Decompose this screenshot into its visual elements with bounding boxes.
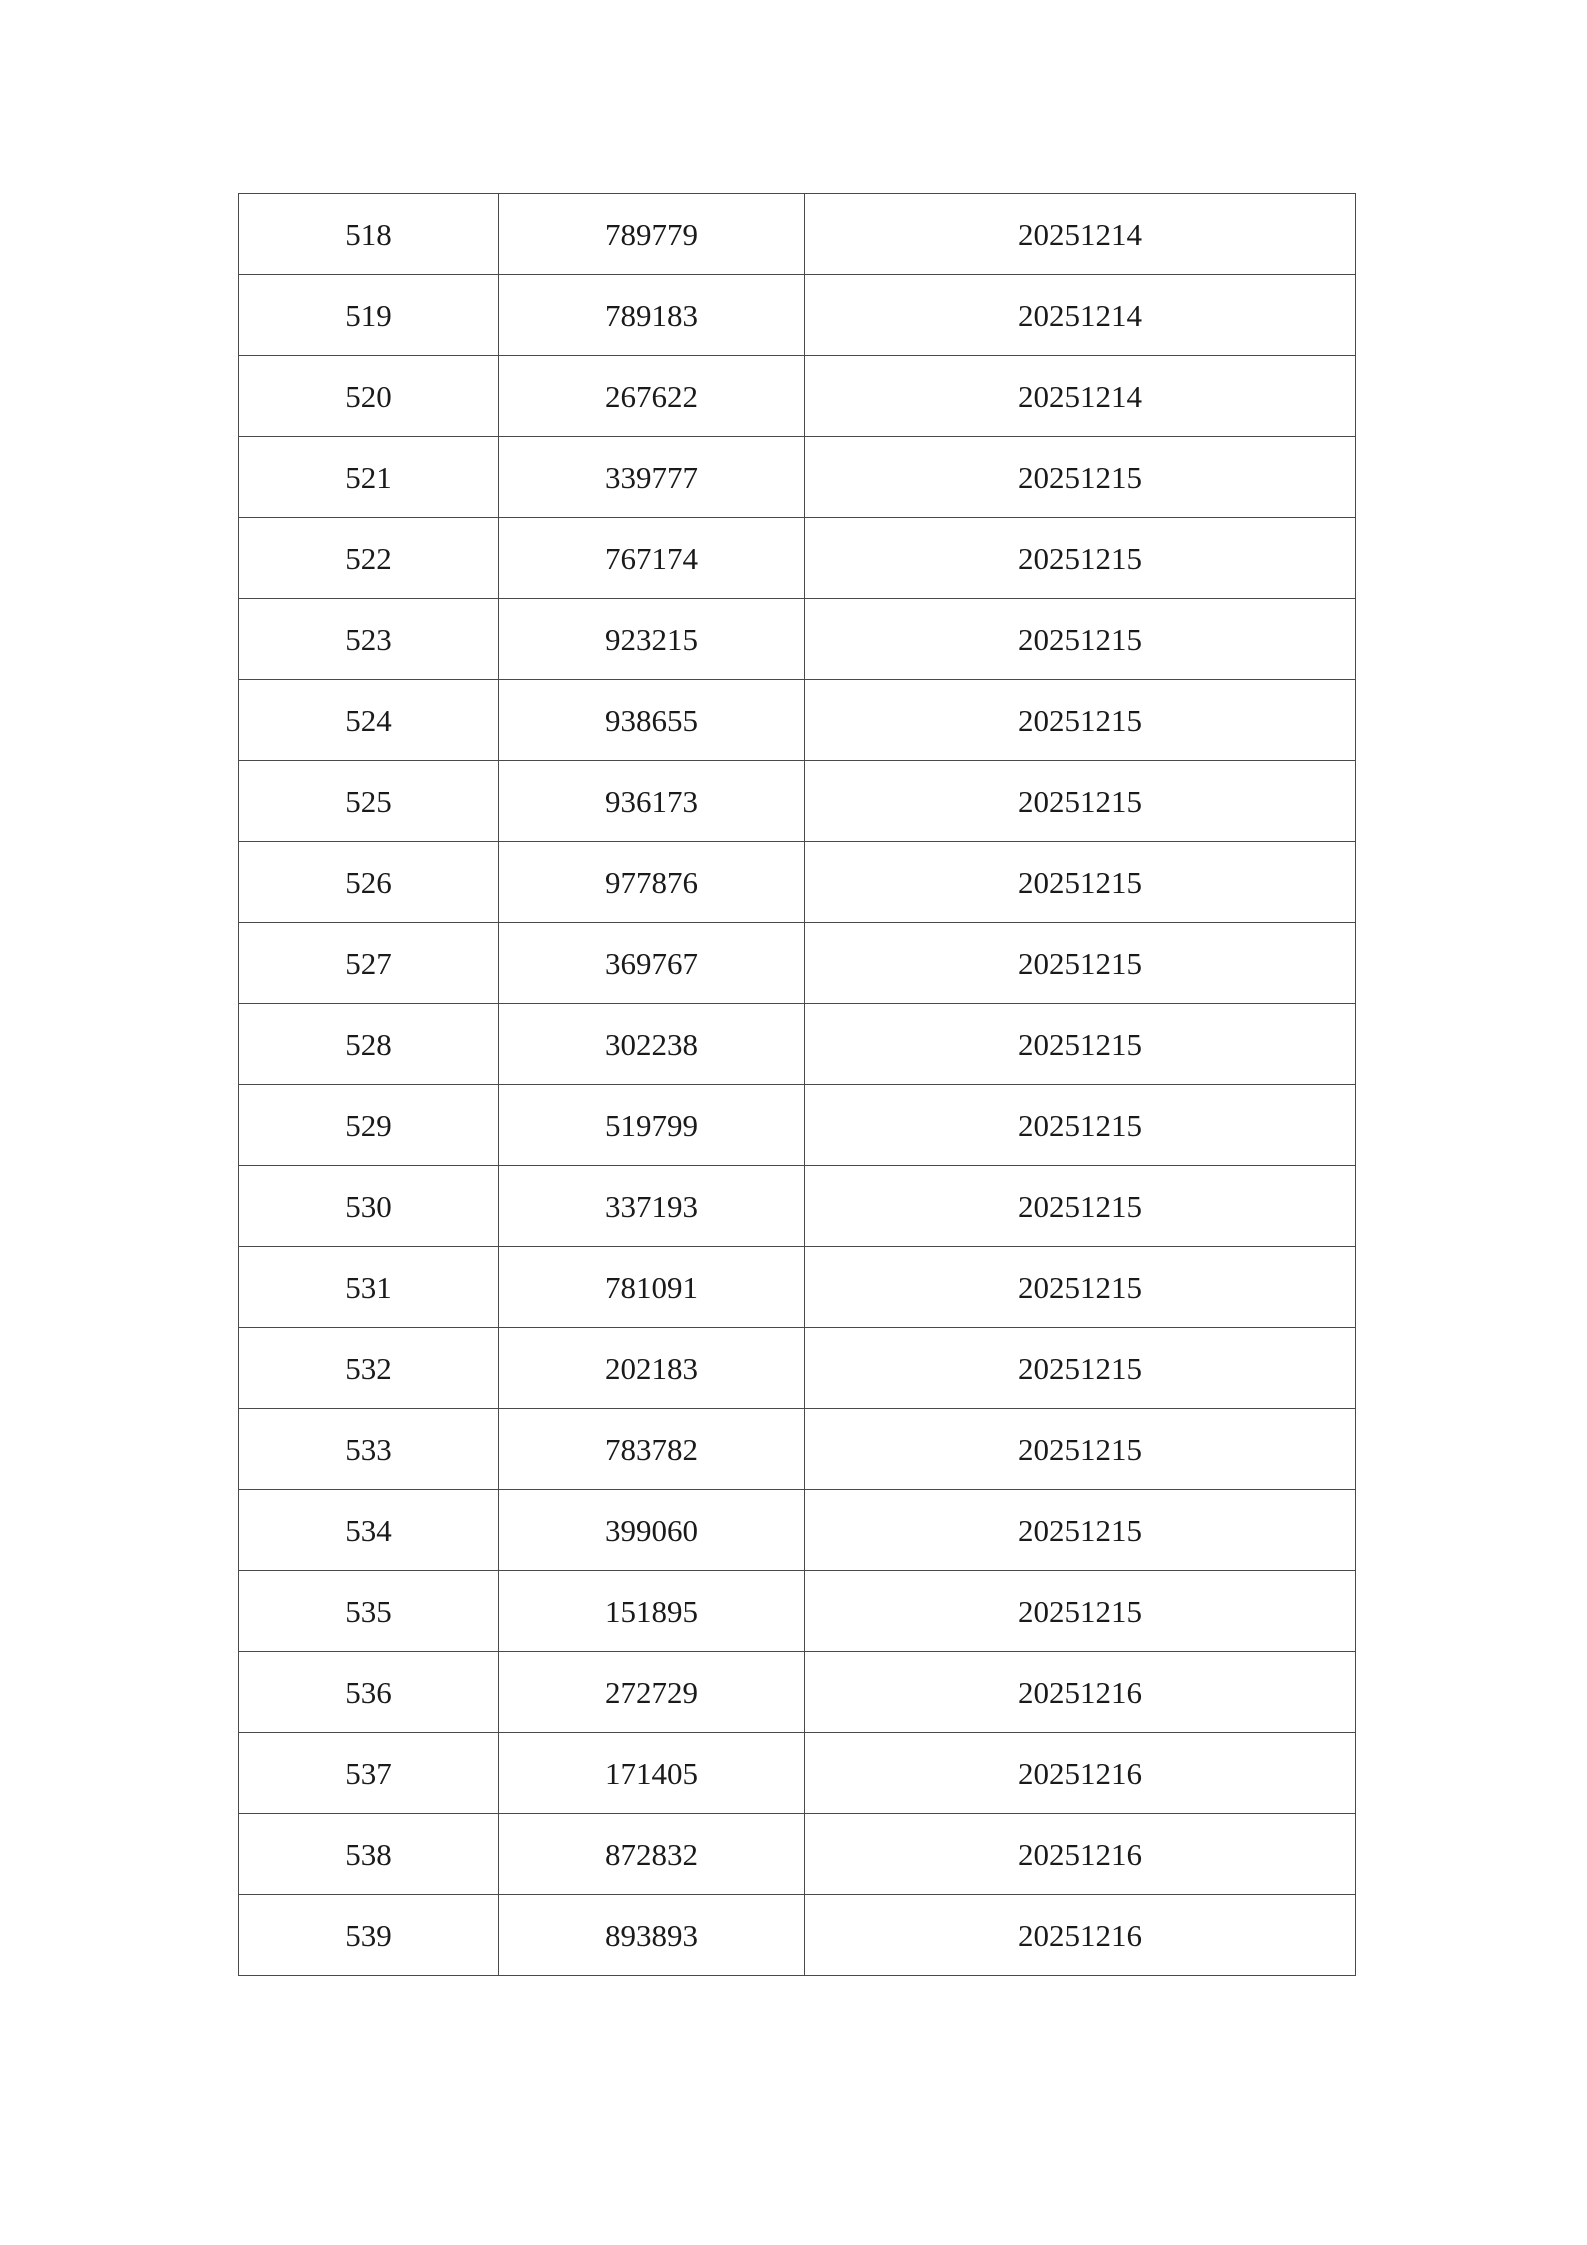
code-cell: 938655 — [499, 680, 805, 761]
date-cell: 20251216 — [805, 1733, 1356, 1814]
date-cell: 20251216 — [805, 1652, 1356, 1733]
table-row — [239, 1895, 1356, 1976]
table-row — [239, 599, 1356, 680]
date-cell: 20251215 — [805, 1409, 1356, 1490]
table-row — [239, 1409, 1356, 1490]
code-cell: 789779 — [499, 194, 805, 275]
date-cell: 20251216 — [805, 1814, 1356, 1895]
code-cell: 519799 — [499, 1085, 805, 1166]
table-row — [239, 194, 1356, 275]
date-cell: 20251215 — [805, 1247, 1356, 1328]
table-row — [239, 842, 1356, 923]
table-row — [239, 761, 1356, 842]
row-number-cell: 537 — [239, 1733, 499, 1814]
table-row — [239, 1571, 1356, 1652]
code-cell: 936173 — [499, 761, 805, 842]
date-cell: 20251215 — [805, 1004, 1356, 1085]
date-cell: 20251216 — [805, 1895, 1356, 1976]
row-number-cell: 527 — [239, 923, 499, 1004]
code-cell: 399060 — [499, 1490, 805, 1571]
row-number-cell: 522 — [239, 518, 499, 599]
code-cell: 789183 — [499, 275, 805, 356]
table-row — [239, 1328, 1356, 1409]
table-row — [239, 1166, 1356, 1247]
code-cell: 151895 — [499, 1571, 805, 1652]
row-number-cell: 521 — [239, 437, 499, 518]
date-cell: 20251215 — [805, 437, 1356, 518]
row-number-cell: 525 — [239, 761, 499, 842]
code-cell: 977876 — [499, 842, 805, 923]
date-cell: 20251215 — [805, 923, 1356, 1004]
date-cell: 20251215 — [805, 1490, 1356, 1571]
code-cell: 267622 — [499, 356, 805, 437]
code-cell: 302238 — [499, 1004, 805, 1085]
row-number-cell: 524 — [239, 680, 499, 761]
code-cell: 781091 — [499, 1247, 805, 1328]
code-cell: 872832 — [499, 1814, 805, 1895]
code-cell: 767174 — [499, 518, 805, 599]
table-row — [239, 1004, 1356, 1085]
code-cell: 171405 — [499, 1733, 805, 1814]
code-cell: 272729 — [499, 1652, 805, 1733]
table-row — [239, 1085, 1356, 1166]
table-row — [239, 1652, 1356, 1733]
code-cell: 893893 — [499, 1895, 805, 1976]
table-row — [239, 923, 1356, 1004]
date-cell: 20251215 — [805, 1571, 1356, 1652]
code-cell: 369767 — [499, 923, 805, 1004]
date-cell: 20251214 — [805, 275, 1356, 356]
date-cell: 20251215 — [805, 1085, 1356, 1166]
table-row — [239, 356, 1356, 437]
row-number-cell: 538 — [239, 1814, 499, 1895]
date-cell: 20251215 — [805, 1328, 1356, 1409]
row-number-cell: 528 — [239, 1004, 499, 1085]
row-number-cell: 518 — [239, 194, 499, 275]
table-row — [239, 1814, 1356, 1895]
table-body — [239, 194, 1356, 1976]
date-cell: 20251215 — [805, 842, 1356, 923]
row-number-cell: 533 — [239, 1409, 499, 1490]
code-cell: 783782 — [499, 1409, 805, 1490]
code-cell: 202183 — [499, 1328, 805, 1409]
date-cell: 20251214 — [805, 356, 1356, 437]
row-number-cell: 526 — [239, 842, 499, 923]
table-row — [239, 437, 1356, 518]
table-row — [239, 518, 1356, 599]
row-number-cell: 530 — [239, 1166, 499, 1247]
row-number-cell: 520 — [239, 356, 499, 437]
row-number-cell: 536 — [239, 1652, 499, 1733]
code-cell: 337193 — [499, 1166, 805, 1247]
table-row — [239, 275, 1356, 356]
row-number-cell: 529 — [239, 1085, 499, 1166]
row-number-cell: 519 — [239, 275, 499, 356]
date-cell: 20251215 — [805, 518, 1356, 599]
date-cell: 20251214 — [805, 194, 1356, 275]
table-row — [239, 680, 1356, 761]
row-number-cell: 535 — [239, 1571, 499, 1652]
row-number-cell: 532 — [239, 1328, 499, 1409]
date-cell: 20251215 — [805, 761, 1356, 842]
table-row — [239, 1247, 1356, 1328]
row-number-cell: 539 — [239, 1895, 499, 1976]
row-number-cell: 523 — [239, 599, 499, 680]
row-number-cell: 534 — [239, 1490, 499, 1571]
code-cell: 339777 — [499, 437, 805, 518]
row-number-cell: 531 — [239, 1247, 499, 1328]
table-row — [239, 1733, 1356, 1814]
date-cell: 20251215 — [805, 680, 1356, 761]
date-cell: 20251215 — [805, 599, 1356, 680]
code-cell: 923215 — [499, 599, 805, 680]
table-row — [239, 1490, 1356, 1571]
data-table — [238, 193, 1356, 1976]
date-cell: 20251215 — [805, 1166, 1356, 1247]
